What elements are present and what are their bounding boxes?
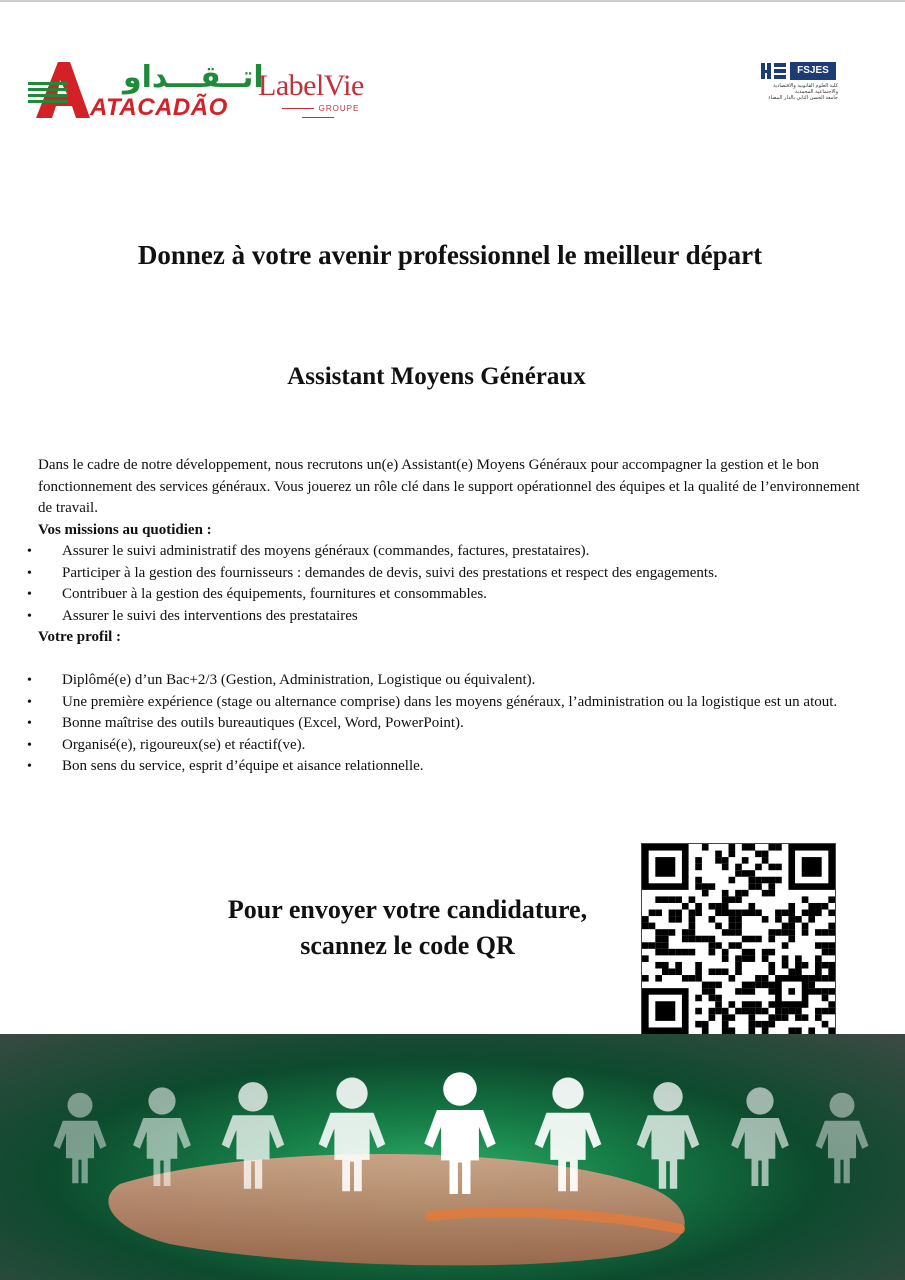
labelvie-name: LabelVie	[258, 69, 364, 102]
list-item: • Participer à la gestion des fournisseurs : demandes de devis, suivi des prestations et respect des engagements.	[38, 563, 868, 585]
list-item: • Organisé(e), rigoureux(se) et réactif(ve).	[38, 735, 868, 757]
fsjes-badge: FSJES	[790, 62, 836, 80]
atacadao-arabic-name: اتــقـــداو	[123, 60, 264, 95]
list-item: • Bon sens du service, esprit d’équipe et aisance relationnelle.	[38, 756, 868, 778]
call-to-action	[200, 892, 615, 964]
labelvie-logo	[258, 70, 383, 120]
person-silhouette-icon	[731, 1087, 789, 1186]
qr-code[interactable]	[641, 843, 836, 1035]
list-item: • Bonne maîtrise des outils bureautiques (Excel, Word, PowerPoint).	[38, 713, 868, 735]
person-silhouette-icon	[53, 1093, 106, 1183]
list-item: • Contribuer à la gestion des équipements, fournitures et consommables.	[38, 584, 868, 606]
cta-line: scannez le code QR	[300, 931, 515, 960]
people-hand-illustration-icon	[0, 1034, 905, 1280]
list-item: • Assurer le suivi des interventions des prestataires	[38, 606, 868, 628]
person-silhouette-icon	[815, 1093, 868, 1183]
list-item: • Assurer le suivi administratif des moyens généraux (commandes, factures, prestataires).	[38, 541, 868, 563]
cta-line: Pour envoyer votre candidature,	[227, 895, 588, 924]
missions-heading: Vos missions au quotidien :	[38, 521, 212, 538]
labelvie-subtitle: GROUPE	[258, 104, 378, 122]
people-hand-banner	[0, 1034, 905, 1280]
fsjes-logo	[758, 62, 838, 106]
headline: Donnez à votre avenir professionnel le meilleur départ	[137, 240, 763, 270]
person-silhouette-icon	[637, 1082, 700, 1189]
profile-heading: Votre profil :	[38, 629, 122, 645]
fsjes-arabic-line: كلية العلوم القانونية والاقتصادية	[773, 83, 838, 89]
qr-code-icon	[642, 844, 835, 1034]
spacer	[38, 649, 868, 671]
list-item: • Une première expérience (stage ou alternance comprise) dans les moyens généraux, l’administration ou la logistique est un atout.	[38, 692, 868, 714]
university-mark-icon	[760, 62, 788, 80]
atacadao-a-mark-icon	[28, 62, 92, 120]
job-description	[38, 455, 868, 778]
intro-paragraph: Dans le cadre de notre développement, nous recrutons un(e) Assistant(e) Moyens Généraux pour accompagner la gestion et le bon fonctionnement des services généraux. Vous jouerez un rôle clé dans le support opérationnel des équipes et la qualité de l’environnement de travail.	[38, 457, 860, 516]
list-item: • Diplômé(e) d’un Bac+2/3 (Gestion, Administration, Logistique ou équivalent).	[38, 670, 868, 692]
atacadao-name: ATACADÃO	[90, 94, 228, 121]
fsjes-arabic-text	[758, 83, 838, 101]
profile-list	[38, 670, 868, 778]
fsjes-arabic-line: جامعة الحسن الثاني بالدار البيضاء	[768, 95, 838, 101]
missions-list	[38, 541, 868, 627]
top-rule	[0, 0, 905, 2]
atacadao-logo	[28, 60, 264, 122]
fsjes-arabic-line: والاجتماعية المحمدية	[794, 89, 838, 95]
job-title: Assistant Moyens Généraux	[287, 363, 586, 390]
